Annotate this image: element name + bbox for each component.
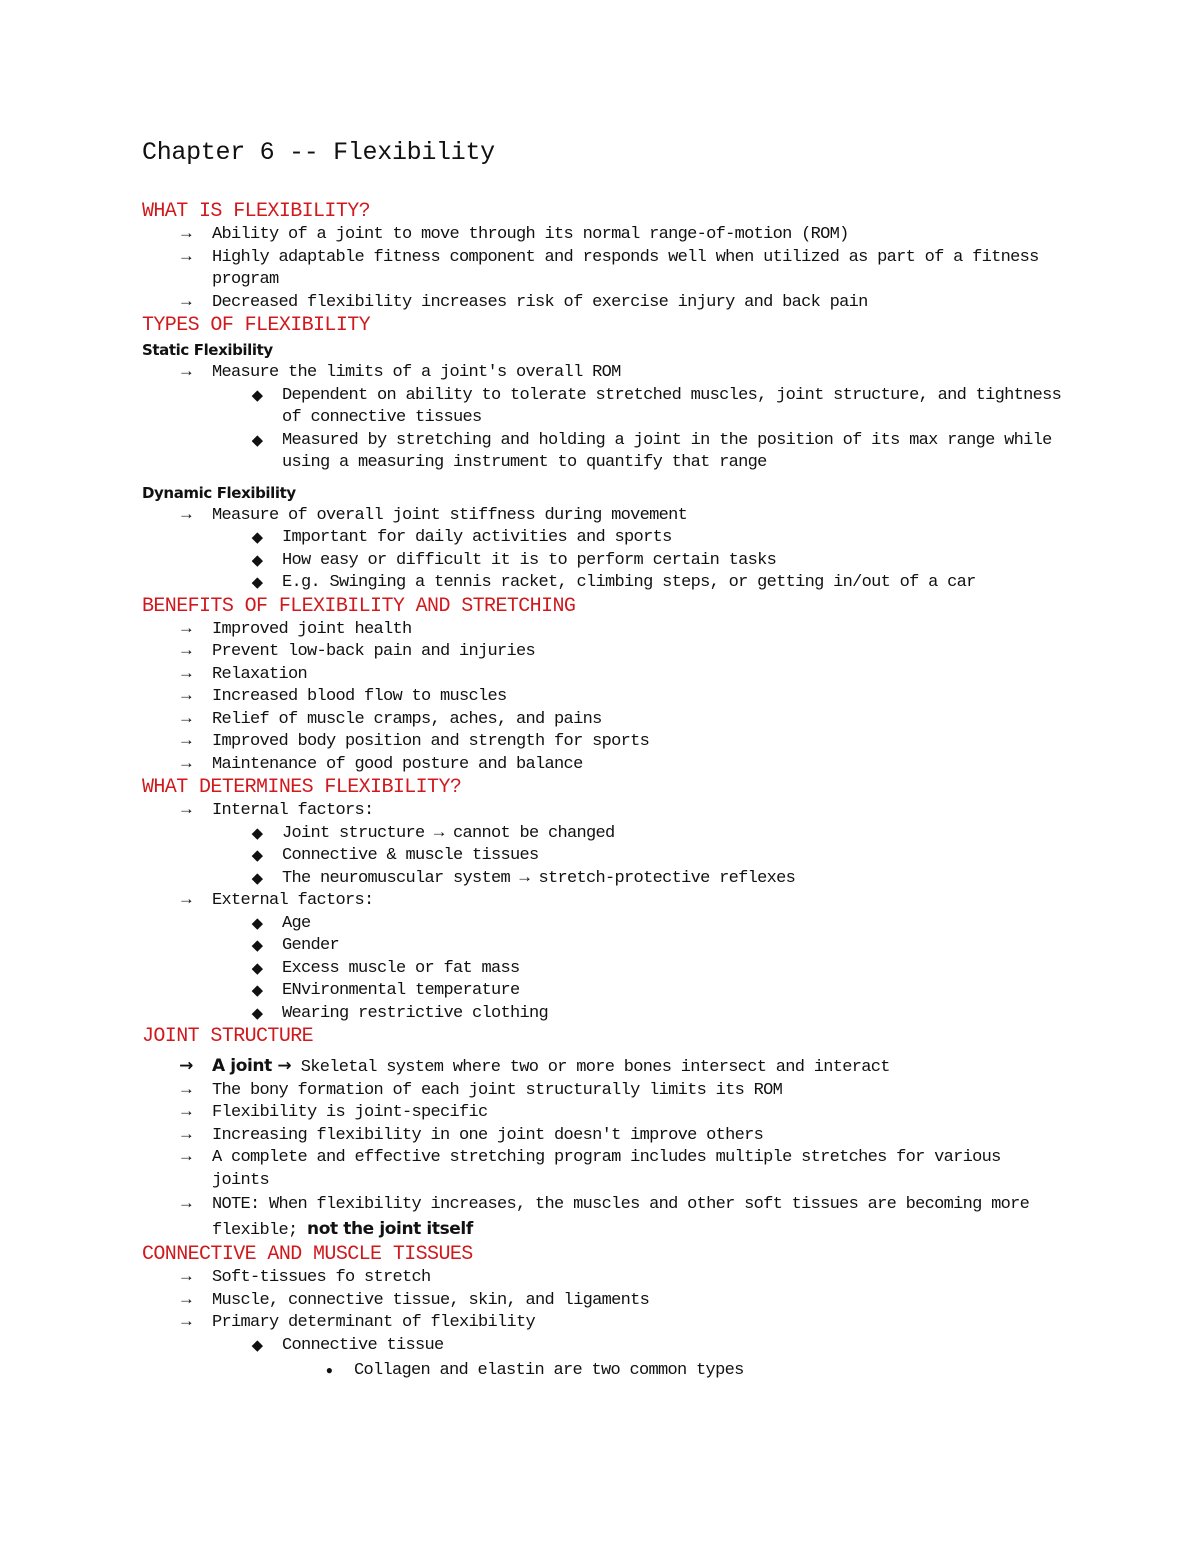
list-item: ◆ Dependent on ability to tolerate stretched muscles, joint structure, and tightness of connective tissues (142, 385, 1062, 430)
arrow-icon: → (181, 1268, 191, 1287)
arrow-icon: → (181, 1290, 191, 1310)
diamond-bullet-icon: ◆ (251, 527, 263, 549)
arrow-icon: → (181, 1125, 191, 1145)
list-item: ◆ How easy or difficult it is to perform certain tasks (142, 550, 1062, 573)
list-item: → Relief of muscle cramps, aches, and pains (142, 709, 1062, 732)
arrow-icon: → (181, 687, 191, 706)
list-item: → Increased blood flow to muscles (142, 686, 1062, 709)
diamond-bullet-icon: ◆ (251, 572, 263, 594)
list-item: → Primary determinant of flexibility (142, 1312, 1062, 1335)
arrow-icon: → (181, 754, 191, 774)
arrow-icon: → (181, 801, 191, 820)
arrow-icon: → (181, 247, 191, 267)
diamond-bullet-icon: ◆ (251, 935, 263, 957)
list-item: ◆ Measured by stretching and holding a joint in the position of its max range while using a measuring instrument to quantify that range (142, 430, 1062, 475)
list-item: → Soft-tissues fo stretch (142, 1267, 1062, 1290)
list-item: ◆ Gender (142, 935, 1062, 958)
arrow-icon: → (181, 891, 191, 910)
list-item: → Measure the limits of a joint's overall ROM (142, 362, 1062, 385)
diamond-bullet-icon: ◆ (251, 1334, 263, 1357)
list-item: → NOTE: When flexibility increases, the muscles and other soft tissues are becoming more flexible; not the joint itself (142, 1192, 1062, 1243)
list-connective-tissues (142, 1267, 1062, 1335)
heading-what-is-flexibility: WHAT IS FLEXIBILITY? (142, 200, 371, 223)
arrow-icon: → (181, 709, 191, 729)
subheading-static-flexibility: Static Flexibility (142, 341, 273, 359)
list-item: → Prevent low-back pain and injuries (142, 641, 1062, 664)
joint-term: A joint → (212, 1056, 292, 1076)
list-item: ◆ Age (142, 913, 1062, 936)
list-item: → Internal factors: (142, 800, 1062, 823)
list-item: → Improved joint health (142, 619, 1062, 642)
list-item: → Increasing flexibility in one joint doesn't improve others (142, 1125, 1062, 1148)
arrow-icon: → (181, 363, 191, 382)
heading-connective-and-muscle-tissues: CONNECTIVE AND MUSCLE TISSUES (142, 1243, 473, 1266)
heading-what-determines-flexibility: WHAT DETERMINES FLEXIBILITY? (142, 776, 462, 799)
list-static-flexibility (142, 362, 1062, 385)
sublist-connective-tissue (142, 1335, 1062, 1358)
list-item: ◆ Joint structure → cannot be changed (142, 823, 1062, 846)
list-item: → Improved body position and strength for sports (142, 731, 1062, 754)
list-dynamic-flexibility (142, 505, 1062, 528)
heading-types-of-flexibility: TYPES OF FLEXIBILITY (142, 314, 371, 337)
list-item: → Muscle, connective tissue, skin, and ligaments (142, 1290, 1062, 1313)
arrow-icon: → (179, 1056, 193, 1076)
emphasis-text: not the joint itself (307, 1219, 473, 1239)
diamond-bullet-icon: ◆ (251, 549, 263, 572)
list-joint-structure (142, 1055, 1062, 1243)
arrow-icon: → (181, 1080, 191, 1100)
list-item: → External factors: (142, 890, 1062, 913)
list-what-is-flexibility (142, 224, 1062, 314)
diamond-bullet-icon: ◆ (251, 957, 263, 980)
list-item: → A joint → Skeletal system where two or more bones intersect and interact (142, 1055, 1062, 1080)
arrow-icon: → (181, 225, 191, 244)
list-item: ◆ E.g. Swinging a tennis racket, climbing steps, or getting in/out of a car (142, 572, 1062, 595)
list-item: ◆ Excess muscle or fat mass (142, 958, 1062, 981)
diamond-bullet-icon: ◆ (251, 384, 263, 407)
list-item: ◆ Connective & muscle tissues (142, 845, 1062, 868)
list-item: → A complete and effective stretching program includes multiple stretches for various joints (142, 1147, 1062, 1192)
heading-joint-structure: JOINT STRUCTURE (142, 1025, 314, 1048)
list-item: ◆ ENvironmental temperature (142, 980, 1062, 1003)
arrow-icon: → (181, 642, 191, 661)
subsublist-connective-tissue (142, 1360, 1062, 1383)
list-benefits (142, 619, 1062, 777)
list-item: → Maintenance of good posture and balance (142, 754, 1062, 777)
arrow-icon: → (181, 292, 191, 312)
arrow-icon: → (181, 1313, 191, 1332)
list-item: ◆ The neuromuscular system → stretch-protective reflexes (142, 868, 1062, 891)
diamond-bullet-icon: ◆ (251, 912, 263, 935)
sublist-dynamic-flexibility (142, 527, 1062, 595)
sublist-internal-factors (142, 823, 1062, 891)
arrow-icon: → (181, 1148, 191, 1167)
list-item: → Relaxation (142, 664, 1062, 687)
list-external-factors (142, 890, 1062, 913)
arrow-icon: → (181, 732, 191, 751)
arrow-icon: → (181, 619, 191, 639)
diamond-bullet-icon: ◆ (251, 845, 263, 867)
page-title: Chapter 6 -- Flexibility (142, 138, 495, 167)
list-item: → Ability of a joint to move through its normal range-of-motion (ROM) (142, 224, 1062, 247)
list-item: → Measure of overall joint stiffness during movement (142, 505, 1062, 528)
diamond-bullet-icon: ◆ (251, 429, 263, 452)
arrow-icon: → (181, 1103, 191, 1122)
diamond-bullet-icon: ◆ (251, 1002, 263, 1025)
list-item: ● Collagen and elastin are two common types (142, 1360, 1062, 1383)
diamond-bullet-icon: ◆ (251, 867, 263, 890)
heading-benefits: BENEFITS OF FLEXIBILITY AND STRETCHING (142, 594, 576, 618)
list-item: → Highly adaptable fitness component and responds well when utilized as part of a fitness program (142, 247, 1062, 292)
list-item: ◆ Important for daily activities and sports (142, 527, 1062, 550)
sublist-external-factors (142, 913, 1062, 1026)
diamond-bullet-icon: ◆ (251, 822, 263, 845)
arrow-icon: → (181, 664, 191, 684)
list-internal-factors (142, 800, 1062, 823)
diamond-bullet-icon: ◆ (251, 980, 263, 1002)
list-item: ◆ Connective tissue (142, 1335, 1062, 1358)
document-page (142, 136, 1062, 1383)
arrow-icon: → (181, 505, 191, 525)
list-item: → The bony formation of each joint structurally limits its ROM (142, 1080, 1062, 1103)
circle-bullet-icon: ● (325, 1364, 333, 1378)
arrow-icon: → (181, 1195, 191, 1214)
list-item: → Decreased flexibility increases risk of exercise injury and back pain (142, 292, 1062, 315)
list-item: ◆ Wearing restrictive clothing (142, 1003, 1062, 1026)
list-item: → Flexibility is joint-specific (142, 1102, 1062, 1125)
subheading-dynamic-flexibility: Dynamic Flexibility (142, 483, 296, 502)
sublist-static-flexibility (142, 385, 1062, 475)
